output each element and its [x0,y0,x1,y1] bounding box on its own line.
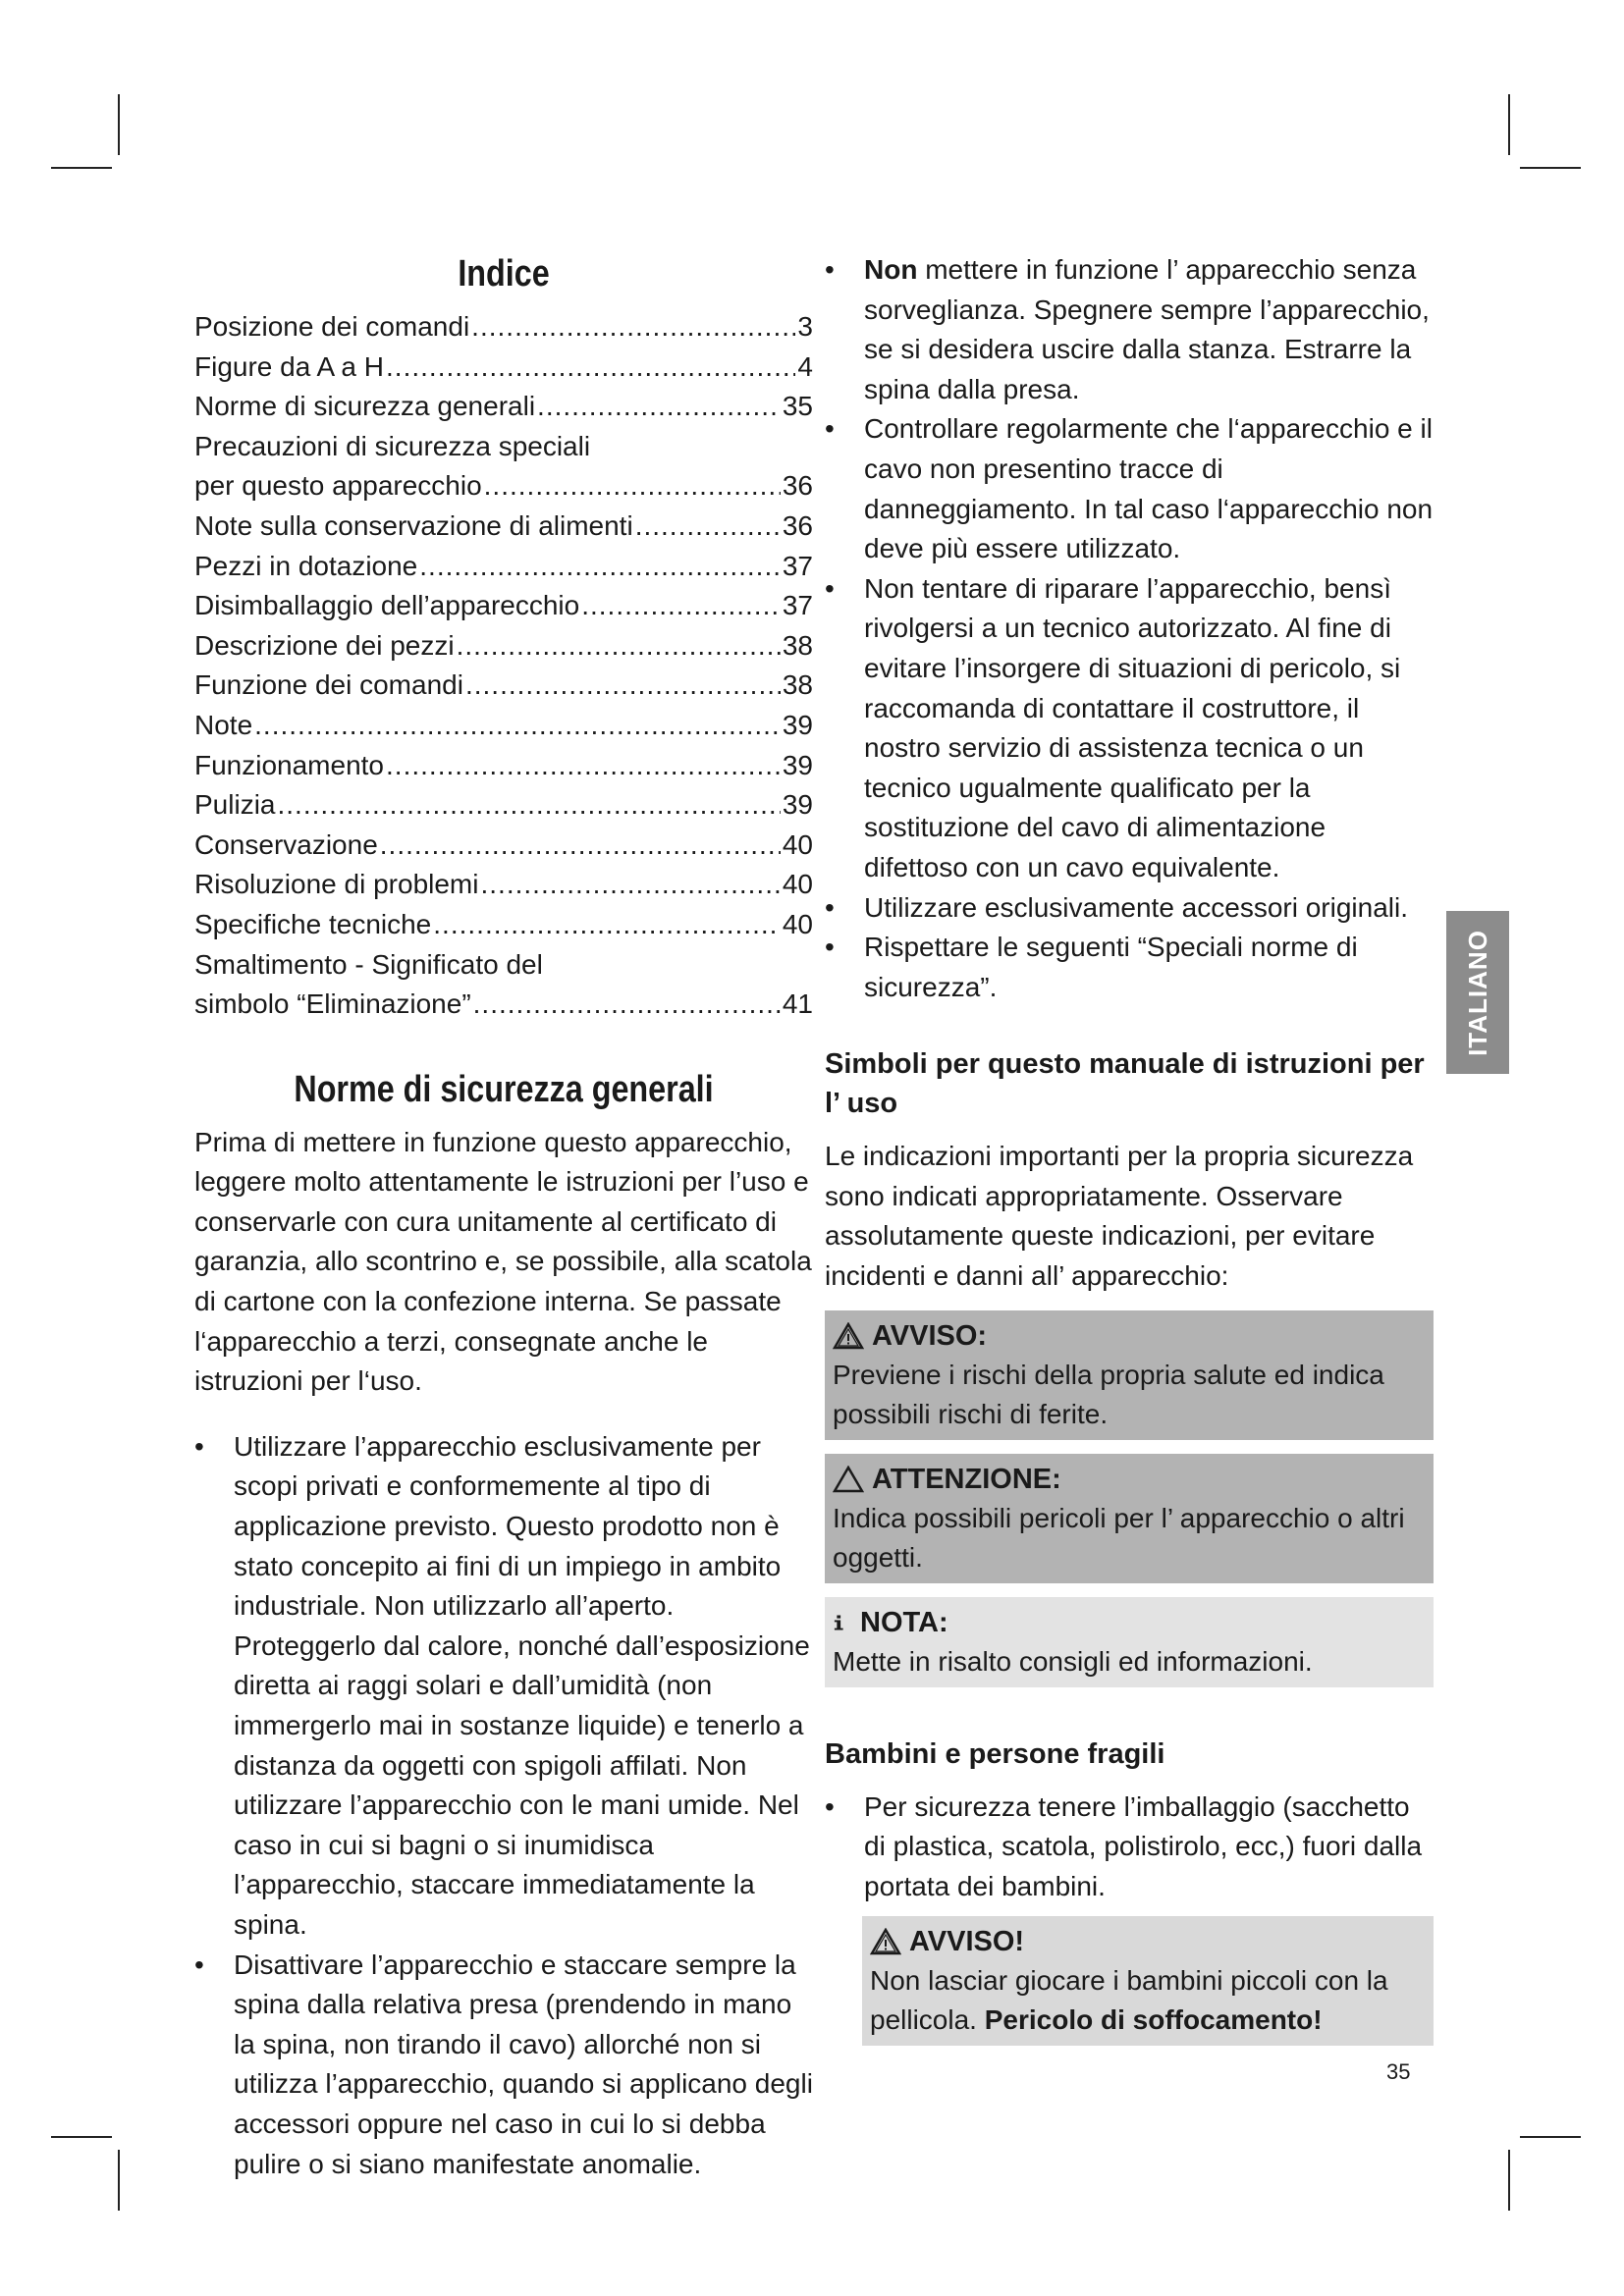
list-item [825,250,1434,409]
toc-entry [194,985,813,1025]
children-warning-label: AVVISO! [909,1926,1025,1958]
warning-text: Previene i rischi della propria salute ed indica possibili rischi di ferite. [833,1359,1384,1429]
list-item: • Utilizzare esclusivamente accessori originali. [825,888,1434,929]
toc-entry [194,347,813,388]
toc-leader-dots [581,586,781,626]
toc-entry [194,826,813,866]
toc-entry-page: 41 [782,988,813,1020]
toc-leader-dots [380,826,781,866]
toc-entry [194,507,813,547]
toc-entry-title: Disimballaggio dell’apparecchio [194,590,580,621]
warning-triangle-icon [833,1322,864,1350]
crop-mark [118,94,120,155]
toc-entry-title: Funzione dei comandi [194,669,463,701]
toc-leader-dots [433,905,781,945]
toc-entry-page: 39 [782,749,813,780]
toc-entry [194,746,813,786]
toc-leader-dots [457,626,781,667]
list-item: • Non tentare di riparare l’apparecchio, bensì rivolgersi a un tecnico autorizzato. Al fine di evitare l’insorgere di situazioni di pericolo, si raccomanda di contattare il costruttore, il nostro servizio di assistenza tecnica o un tecnico ugualmente qualificato per la sostituzione del cavo di alimentazione difettoso con un cavo equivalente. [825,569,1434,888]
children-warning-plain: Non lasciar giocare i bambini piccoli con la pellicola. [870,1965,1388,2036]
left-column [194,250,813,2184]
bold-text: Non [864,254,918,285]
toc-leader-dots [480,865,780,905]
toc-entry-title: Pezzi in dotazione [194,550,418,581]
toc-entry-title: simbolo “Eliminazione” [194,988,471,1020]
toc-entry-title: Smaltimento - Significato del [194,948,543,980]
caution-heading [833,1460,1428,1499]
table-of-contents [194,307,813,1025]
toc-entry [194,307,813,347]
list-item-text: mettere in funzione l’ apparecchio senza sorveglianza. Spegnere sempre l’apparecchio, se si desidera uscire dalla stanza. Estrarre la spina dalla presa. [864,254,1430,404]
list-item: • Per sicurezza tenere l’imballaggio (sacchetto di plastica, scatola, polistirolo, ecc,) fuori dalla portata dei bambini. [825,1788,1434,1907]
info-icon [833,1609,852,1636]
toc-entry [194,666,813,706]
symbols-title: Simboli per questo manuale di istruzioni per l’ uso [825,1048,1425,1120]
toc-leader-dots [484,466,781,507]
warning-box [825,1310,1434,1440]
toc-entry-page: 4 [797,350,813,382]
toc-entry-title: Figure da A a H [194,350,385,382]
toc-entry-page: 35 [782,391,813,422]
caution-box [825,1454,1434,1583]
toc-leader-dots [473,985,781,1025]
toc-entry [194,387,813,427]
toc-entry-title: Posizione dei comandi [194,311,470,342]
caution-triangle-icon [833,1466,864,1493]
toc-leader-dots [386,347,795,388]
toc-leader-dots [465,666,781,706]
toc-entry-page: 37 [782,590,813,621]
toc-entry [194,945,813,986]
list-item: • Controllare regolarmente che l‘apparecchio e il cavo non presentino tracce di danneggiamento. In tal caso l‘apparecchio non deve più essere utilizzato. [825,409,1434,568]
toc-entry [194,865,813,905]
crop-mark [51,167,112,169]
caution-text: Indica possibili pericoli per l’ apparecchio o altri oggetti. [833,1502,1405,1573]
general-safety-intro: Prima di mettere in funzione questo apparecchio, leggere molto attentamente le istruzioni per l’uso e conservarle con cura unitamente al certificato di garanzia, allo scontrino e, se possibile, alla scatola di cartone con la confezione interna. Se passate l‘apparecchio a terzi, consegnate anche le istruzioni per l‘uso. [194,1126,812,1397]
list-item: • Rispettare le seguenti “Speciali norme di sicurezza”. [825,928,1434,1007]
toc-entry-page: 38 [782,669,813,701]
toc-entry-title: Risoluzione di problemi [194,869,479,900]
toc-entry [194,586,813,626]
children-warning-box [862,1916,1434,2046]
toc-entry-page: 40 [782,828,813,860]
toc-entry-title: Conservazione [194,828,378,860]
toc-entry-title: Note sulla conservazione di alimenti [194,509,633,541]
toc-entry-title: Descrizione dei pezzi [194,629,455,661]
toc-entry-title: Norme di sicurezza generali [194,391,536,422]
warning-triangle-icon [870,1928,901,1955]
toc-entry-title: Funzionamento [194,749,385,780]
toc-entry-page: 36 [782,470,813,502]
crop-mark [1520,2136,1581,2138]
toc-entry [194,626,813,667]
toc-leader-dots [419,547,781,587]
toc-leader-dots [254,706,781,746]
children-title: Bambini e persone fragili [825,1737,1165,1770]
toc-leader-dots [635,507,781,547]
warning-heading [833,1316,1428,1356]
crop-mark [51,2136,112,2138]
toc-leader-dots [471,307,795,347]
note-heading [833,1603,1428,1642]
toc-entry-page: 37 [782,550,813,581]
toc-entry-page: 36 [782,509,813,541]
toc-entry [194,706,813,746]
toc-entry-page: 38 [782,629,813,661]
toc-entry [194,427,813,467]
toc-entry-title: Note [194,709,253,740]
caution-label: ATTENZIONE: [872,1463,1061,1495]
children-list [825,1788,1434,1907]
toc-entry-page: 39 [782,709,813,740]
page-number: 35 [1386,2059,1411,2084]
symbols-intro: Le indicazioni importanti per la propria sicurezza sono indicati appropriatamente. Osservare assolutamente queste indicazioni, per evitare incidenti e danni all’ apparecchio: [825,1141,1414,1292]
toc-entry-title: per questo apparecchio [194,470,482,502]
note-label: NOTA: [860,1606,948,1638]
language-label: ITALIANO [1462,929,1492,1056]
toc-leader-dots [386,746,781,786]
crop-mark [118,2150,120,2211]
toc-entry-title: Precauzioni di sicurezza speciali [194,430,591,461]
note-box [825,1597,1434,1687]
warning-label: AVVISO: [872,1319,988,1352]
general-safety-list [194,1427,813,2184]
toc-entry-page: 40 [782,869,813,900]
toc-entry-page: 3 [797,311,813,342]
toc-entry [194,466,813,507]
toc-entry [194,785,813,826]
right-column [825,250,1434,2046]
toc-entry-title: Pulizia [194,789,276,821]
children-warning-bold: Pericolo di soffocamento! [984,2004,1323,2036]
children-warning-heading [870,1922,1428,1961]
toc-leader-dots [537,387,781,427]
toc-entry [194,547,813,587]
children-warning-text [870,1961,1428,2040]
crop-mark [1508,94,1510,155]
note-text: Mette in risalto consigli ed informazioni. [833,1645,1313,1677]
toc-entry-page: 40 [782,908,813,939]
toc-title: Indice [458,253,550,294]
safety-list-continued [825,250,1434,1007]
toc-entry-page: 39 [782,789,813,821]
language-side-tab [1446,911,1509,1074]
section-title-general-safety: Norme di sicurezza generali [294,1068,714,1110]
toc-leader-dots [277,785,780,826]
crop-mark [1508,2150,1510,2211]
list-item: • Disattivare l’apparecchio e staccare sempre la spina dalla relativa presa (prendendo in mano la spina, non tirando il cavo) allorché non si utilizza l’apparecchio, quando si applicano degli accessori oppure nel caso in cui lo si debba pulire o si siano manifestate anomalie. [194,1946,813,2185]
crop-mark [1520,167,1581,169]
toc-entry-title: Specifiche tecniche [194,908,432,939]
list-item: • Utilizzare l’apparecchio esclusivamente per scopi privati e conformemente al tipo di applicazione previsto. Questo prodotto non è stato concepito ai fini di un impiego in ambito industriale. Non utilizzarlo all’aperto. Proteggerlo dal calore, nonché dall’esposizione diretta ai raggi solari e dall’umidità (non immergerlo mai in sostanze liquide) e tenerlo a distanza da oggetti con spigoli affilati. Non utilizzare l’apparecchio con le mani umide. Nel caso in cui si bagni o si inumidisca l’apparecchio, staccare immediatamente la spina. [194,1427,813,1946]
toc-entry [194,905,813,945]
